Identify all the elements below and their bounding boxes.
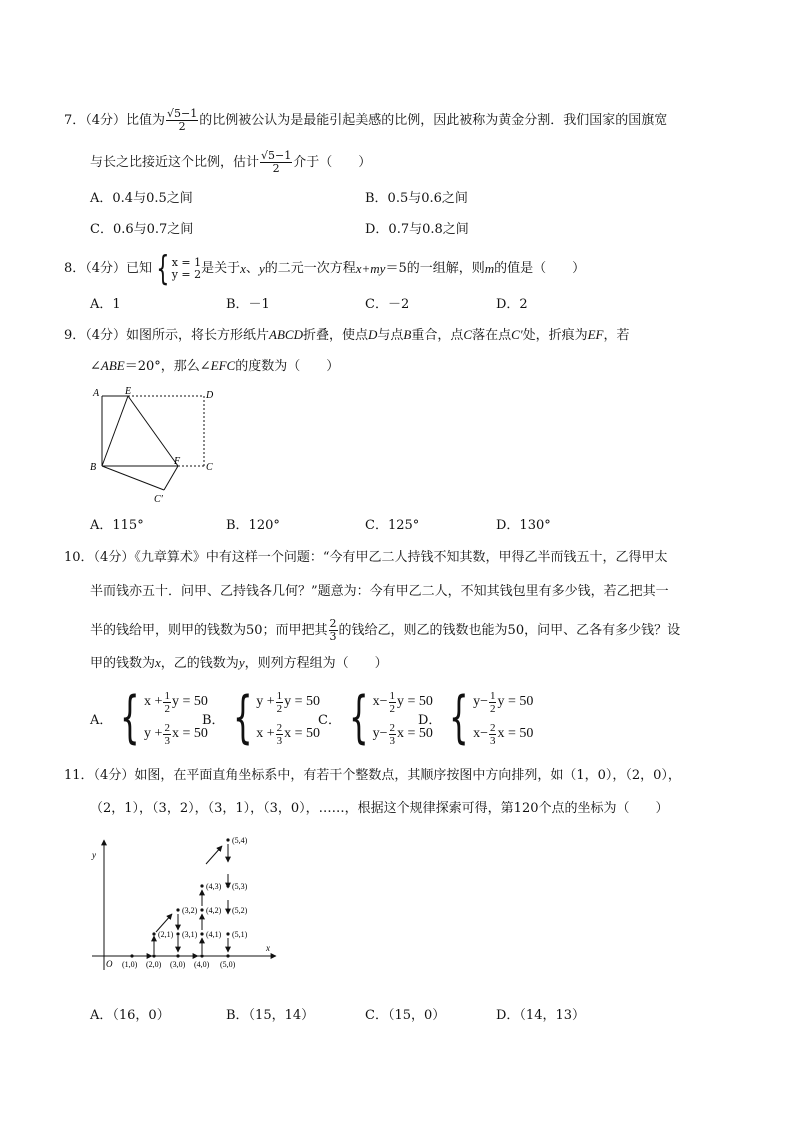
q7-text: 的比例被公认为是最能引起美感的比例，因此被称为黄金分割．我们国家的国旗宽	[199, 113, 668, 128]
q11-point-3-1	[176, 930, 197, 939]
q9-label-A: A	[93, 388, 100, 399]
q9-label-B: B	[90, 462, 97, 473]
q8-line1: 8．（4分）已知 { x = 1 y = 2 是关于 x 、 y 的二元一次方程 x+my ＝5的一组解，则 m 的值是（ ）	[64, 249, 586, 289]
svg-text:(5,0): (5,0)	[220, 960, 236, 969]
q11-point-5-3	[226, 882, 247, 891]
q8-option-a[interactable]: A．1	[90, 297, 121, 312]
q11-point-4-3	[200, 882, 221, 891]
q11-y-label: y	[92, 850, 96, 860]
q9-edge-BC2	[102, 466, 164, 490]
svg-text:(5,1): (5,1)	[232, 930, 248, 939]
q11-point-4-2	[200, 906, 221, 915]
q10-option-d[interactable]: D． { y− $\frac{1}{2}$ y = 50 x− $\frac{2}{3}$ x = 50	[418, 685, 534, 750]
svg-text:(4,1): (4,1)	[206, 930, 222, 939]
q11-point-5-4	[226, 836, 247, 845]
q11-line2: （2，1），（3，2），（3，1），（3，0），……，根据这个规律探索可得，第120个点的坐标为（ ）	[90, 801, 669, 816]
q11-point-5-1	[226, 930, 247, 939]
q11-origin: O	[106, 959, 113, 969]
svg-text:(5,3): (5,3)	[232, 882, 248, 891]
q10-line1: 10．（4分）《九章算术》中有这样一个问题：“今有甲乙二人持钱不知其数，甲得乙半而钱五十，乙得甲太	[64, 550, 668, 565]
q7-line2: 与长之比接近这个比例，估计 $\frac{√5-1}{2}$ 介于（ ）	[90, 149, 372, 175]
q9-option-b[interactable]: B．120°	[226, 518, 280, 533]
q7-option-d[interactable]: D．0.7与0.8之间	[365, 222, 469, 237]
svg-text:(3,0): (3,0)	[170, 960, 186, 969]
q11-point-3-0	[170, 954, 186, 969]
q9-edge-FC2	[164, 466, 178, 490]
q10-option-c[interactable]: C． { x− $\frac{1}{2}$ y = 50 y− $\frac{2}{3}$ x = 50	[318, 685, 433, 750]
q10-line3: 半的钱给甲，则甲的钱数为50；而甲把其 $\frac{2}{3}$ 的钱给乙，则乙的钱数也能为50，问甲、乙各有多少钱？设	[90, 617, 681, 643]
q9-label-D: D	[206, 390, 214, 401]
q11-option-c[interactable]: C．（15，0）	[365, 1008, 446, 1023]
q9-option-d[interactable]: D．130°	[496, 518, 551, 533]
q7-option-a[interactable]: A．0.4与0.5之间	[90, 191, 193, 206]
q8-option-c[interactable]: C．－2	[365, 297, 410, 312]
q7-option-c[interactable]: C．0.6与0.7之间	[90, 222, 194, 237]
q10-line4: 甲的钱数为x，乙的钱数为y，则列方程组为（ ）	[90, 655, 388, 671]
svg-text:(4,2): (4,2)	[206, 906, 222, 915]
q9-option-a[interactable]: A．115°	[90, 518, 144, 533]
q10-option-b[interactable]: B． { y + $\frac{1}{2}$ y = 50 x + $\frac{2}{3}$ x = 50	[202, 685, 321, 750]
q11-point-5-2	[226, 906, 247, 915]
svg-text:(4,0): (4,0)	[194, 960, 210, 969]
q7-fraction: $\frac{√5-1}{2}$	[167, 107, 198, 133]
q9-line1: 9．（4分）如图所示，将长方形纸片ABCD折叠，使点D与点B重合，点C落在点C′处，折痕为EF，若	[64, 327, 630, 343]
q7-option-b[interactable]: B．0.5与0.6之间	[365, 191, 468, 206]
q8-option-b[interactable]: B．－1	[226, 297, 270, 312]
svg-text:(5,2): (5,2)	[232, 906, 248, 915]
q9-label-F: F	[174, 456, 181, 467]
svg-text:(5,4): (5,4)	[232, 836, 248, 845]
q9-figure	[88, 386, 228, 508]
svg-text:(2,0): (2,0)	[146, 960, 162, 969]
q7-fraction-2: $\frac{√5-1}{2}$	[261, 149, 292, 175]
q11-point-2-0	[146, 954, 162, 969]
q11-point-4-1	[200, 930, 221, 939]
svg-text:(1,0): (1,0)	[122, 960, 138, 969]
q8-option-d[interactable]: D．2	[496, 297, 528, 312]
svg-text:(3,2): (3,2)	[182, 906, 198, 915]
q11-option-d[interactable]: D．（14，13）	[496, 1008, 586, 1023]
q9-edge-BE	[102, 396, 128, 466]
q10-line2: 半而钱亦五十．问甲、乙持钱各几何？”题意为：今有甲乙二人，不知其钱包里有多少钱，若乙把其一	[90, 584, 669, 599]
svg-text:(3,1): (3,1)	[182, 930, 198, 939]
q8-system: { x = 1 y = 2	[156, 249, 202, 289]
q11-option-a[interactable]: A．（16，0）	[90, 1008, 170, 1023]
q9-line2: ∠ABE＝20°，那么∠EFC的度数为（ ）	[90, 358, 340, 374]
q10-options	[90, 686, 538, 750]
svg-text:(4,3): (4,3)	[206, 882, 222, 891]
q11-point-5-0	[220, 954, 236, 969]
q9-label-C-prime: C′	[154, 494, 163, 505]
q9-option-c[interactable]: C．125°	[365, 518, 420, 533]
q11-point-3-2	[176, 906, 197, 915]
q11-x-label: x	[266, 943, 270, 953]
svg-text:(2,1): (2,1)	[158, 930, 174, 939]
q10-fraction: $\frac{2}{3}$	[329, 617, 337, 643]
q11-option-b[interactable]: B．（15，14）	[226, 1008, 315, 1023]
q9-label-C: C	[206, 462, 213, 473]
q10-option-a[interactable]: A． { x + $\frac{1}{2}$ y = 50 y + $\frac{2}{3}$ x = 50	[90, 685, 208, 750]
q11-point-4-0	[194, 954, 210, 969]
q7-prefix: 7．（4分）比值为	[64, 113, 166, 128]
q11-arrow-43-54	[206, 846, 222, 864]
q11-point-2-1	[152, 930, 173, 939]
q11-line1: 11．（4分）如图，在平面直角坐标系中，有若干个整数点，其顺序按图中方向排列，如（1，0），（2，0），	[64, 768, 681, 783]
q11-figure	[88, 830, 288, 975]
q11-point-1-0	[122, 954, 138, 969]
q9-label-E: E	[125, 386, 132, 397]
q9-edge-EF	[128, 396, 178, 466]
q7-line1	[64, 108, 667, 133]
